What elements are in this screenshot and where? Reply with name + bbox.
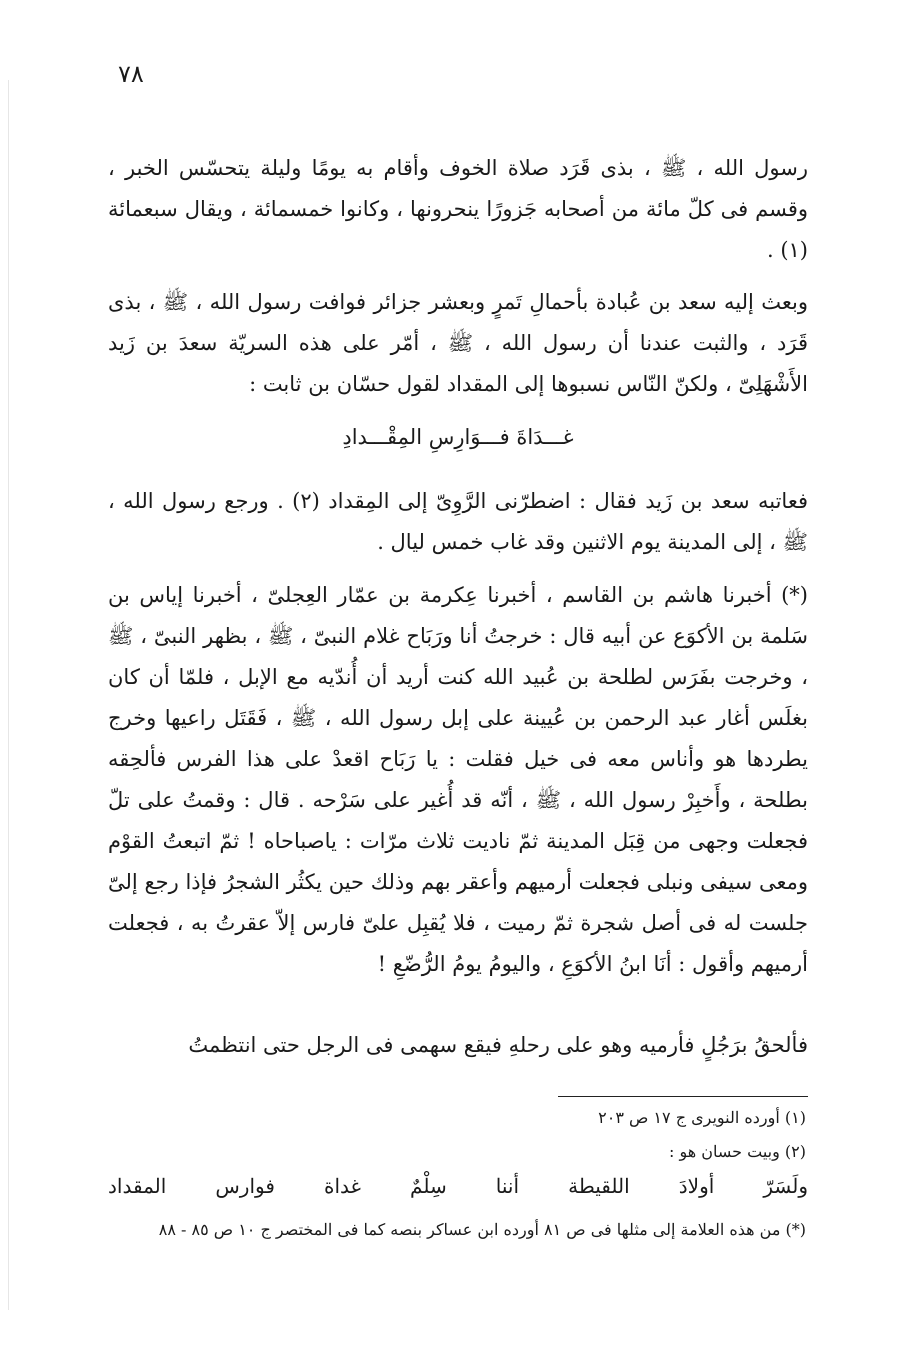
paragraph-5: فألحقُ برَجُلٍ فأرميه وهو على رحلهِ فيقع سهمى فى الرجل حتى انتظمتُ [188,1033,808,1057]
paragraph-1: رسول الله ، ﷺ ، بذى قَرَد صلاة الخوف وأقام به يومًا وليلة يتحسّس الخبر ، وقسم فى كلّ مائة من أصحابه جَزورًا ينحرونها ، وكانوا خمسمائة ، ويقال سبعمائة (١) . [108,156,808,262]
footnote-divider [558,1096,808,1097]
verse-line: غـــدَاةَ فـــوَارِسِ المِقْـــدادِ [342,425,574,449]
footnote-star: (*) من هذه العلامة إلى مثلها فى ص ٨١ أورده ابن عساكر بنصه كما فى المختصر ج ١٠ ص ٨٥ - ٨٨ [158,1220,806,1239]
paragraph-4: (*) أخبرنا هاشم بن القاسم ، أخبرنا عِكرمة بن عمّار العِجلىّ ، أخبرنا إياس بن سَلمة بن الأكوَع عن أبيه قال : خرجتُ أنا ورَبَاح غلام النبىّ ، ﷺ ، بظهر النبىّ ، ﷺ ، وخرجت بفَرَس لطلحة بن عُبيد الله كنت أريد أن أُندّيه مع الإبل ، فلمّا أن كان بغلَس أغار عبد الرحمن بن عُيينة على إبل رسول الله ، ﷺ ، فَقَتَل راعيها وخرج يطردها هو وأناس معه فى خيل فقلت : يا رَبَاح اقعدْ على هذا الفرس فألحِقه بطلحة ، وأَخبِرْ رسول الله ، ﷺ ، أنّه قد أُغير على سَرْحه . قال : وقمتُ على تلّ فجعلت وجهى من قِبَل المدينة ثمّ ناديت ثلاث مرّات : ياصباحاه ! ثمّ اتبعتُ القوْم ومعى سيفى ونبلى فجعلت أرميهم وأعقر بهم وذلك حين يكثُر الشجرُ فإذا رجع إلىّ جلست له فى أصل شجرة ثمّ رميت ، فلا يُقبِل علىّ فارس إلاّ عقرتُ به ، فجعلت أرميهم وأقول : أنَا ابنُ الأكوَعِ ، واليومُ يومُ الرُّضّعِ ! [108,583,808,976]
paragraph-3: فعاتبه سعد بن زَيد فقال : اضطرّنى الرَّوِىّ إلى المِقداد (٢) . ورجع رسول الله ، ﷺ ، إلى المدينة يوم الاثنين وقد غاب خمس ليال . [108,489,808,554]
scan-margin-line [8,80,9,1310]
footnote-2: (٢) وبيت حسان هو : [668,1142,806,1161]
footnote-2-verse: ولَسَرّ أولادَ اللقيطة أننا سِلْمٌ غداة فوارس المقداد [108,1174,808,1198]
page-number: ٧٨ [118,60,144,88]
footnote-1: (١) أورده النويرى ج ١٧ ص ٢٠٣ [598,1108,806,1127]
paragraph-2: وبعث إليه سعد بن عُبادة بأحمالِ تَمرٍ وبعشر جزائر فوافت رسول الله ، ﷺ ، بذى قَرَد ، والثبت عندنا أن رسول الله ، ﷺ ، أمّر على هذه السريّة سعدَ بن زَيد الأَشْهَلِىّ ، ولكنّ النّاس نسبوها إلى المقداد لقول حسّان بن ثابت : [108,290,808,396]
